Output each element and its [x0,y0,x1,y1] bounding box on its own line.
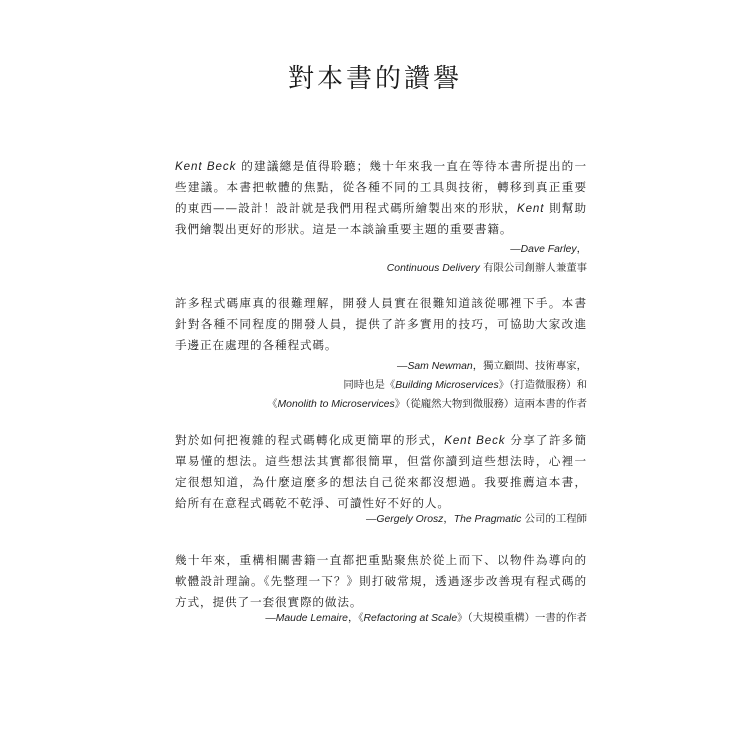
quote-segment: 分享了許多簡單易懂的想法。這些想法其實都很簡單，但當你讀到這些想法時，心裡一定很想知道，為什麼這麼多的想法自己從來都沒想過。我要推薦這本書，給所有在意程式碼乾不乾淨、可讀性好不好的人。 [175,433,587,510]
attribution-line [175,395,587,414]
attribution-segment-latin: Building Microservices [395,380,499,391]
attribution-segment-latin: Monolith to Microservices [277,399,395,410]
attribution-line [175,609,587,628]
attribution-line [175,240,587,259]
attribution-segment: 同時也是《 [343,379,396,391]
page-title: 對本書的讚譽 [287,64,462,94]
attribution-line [175,376,587,395]
quote-segment: 的建議總是值得聆聽；幾十年來我一直在等待本書所提出的一些建議。本書把軟體的焦點，從各種不同的工具與技術，轉移到真正重要的東西——設計！設計就是我們用程式碼所繪製出來的形狀， [175,159,587,215]
attribution-line [175,259,587,278]
attribution-segment: 》（打造微服務）和 [498,379,587,391]
attribution-segment: 有限公司創辦人兼董事 [479,262,587,274]
quote-text [175,550,587,613]
quote-attribution [175,609,587,628]
attribution-segment: 》（從龐然大物到微服務）這兩本書的作者 [394,398,587,410]
attribution-segment: 公司的工程師 [521,513,587,525]
attribution-segment: ， [443,513,454,525]
quote-4-attribution [175,609,587,628]
quote-2-attribution [175,357,587,414]
quote-text [175,156,587,240]
attribution-line [175,357,587,376]
attribution-segment-latin: —Sam Newman [397,361,473,372]
quote-segment-latin: Kent Beck [175,160,237,173]
attribution-segment: 《 [267,398,278,410]
quote-4 [175,550,587,613]
quote-2 [175,293,587,356]
quote-segment: 對於如何把複雜的程式碼轉化成更簡單的形式， [175,433,445,447]
attribution-line [175,510,587,529]
quote-3 [175,430,587,514]
attribution-segment-latin: —Maude Lemaire [265,613,348,624]
attribution-segment-latin: Continuous Delivery [386,263,480,274]
quote-segment: 則幫助我們繪製出更好的形狀。這是一本談論重要主題的重要書籍。 [175,201,587,236]
attribution-segment: ，獨立顧問、技術專家， [472,360,587,372]
quote-segment-latin: Kent [516,202,545,215]
quote-3-attribution [175,510,587,529]
quote-attribution [175,240,587,278]
quote-text [175,293,587,356]
quote-text [175,430,587,514]
quote-1-attribution [175,240,587,278]
quote-1 [175,156,587,240]
quote-segment: 許多程式碼庫真的很難理解，開發人員實在很難知道該從哪裡下手。本書針對各種不同程度的開發人員，提供了許多實用的技巧，可協助大家改進手邊正在處理的各種程式碼。 [175,296,587,352]
attribution-segment-latin: —Gergely Orosz [366,514,444,525]
attribution-segment: 》（大規模重構）一書的作者 [457,612,587,624]
attribution-segment-latin: Refactoring at Scale [363,613,458,624]
quote-attribution [175,510,587,529]
attribution-segment: ， [576,243,587,255]
quote-attribution [175,357,587,414]
attribution-segment: ，《 [347,612,364,624]
attribution-segment-latin: —Dave Farley [510,244,577,255]
quote-segment-latin: Kent Beck [444,434,506,447]
attribution-segment-latin: The Pragmatic [453,514,522,525]
quote-segment: 幾十年來，重構相關書籍一直都把重點聚焦於從上而下、以物件為導向的軟體設計理論。《先整理一下？》則打破常規，透過逐步改善現有程式碼的方式，提供了一套很實際的做法。 [175,553,587,609]
